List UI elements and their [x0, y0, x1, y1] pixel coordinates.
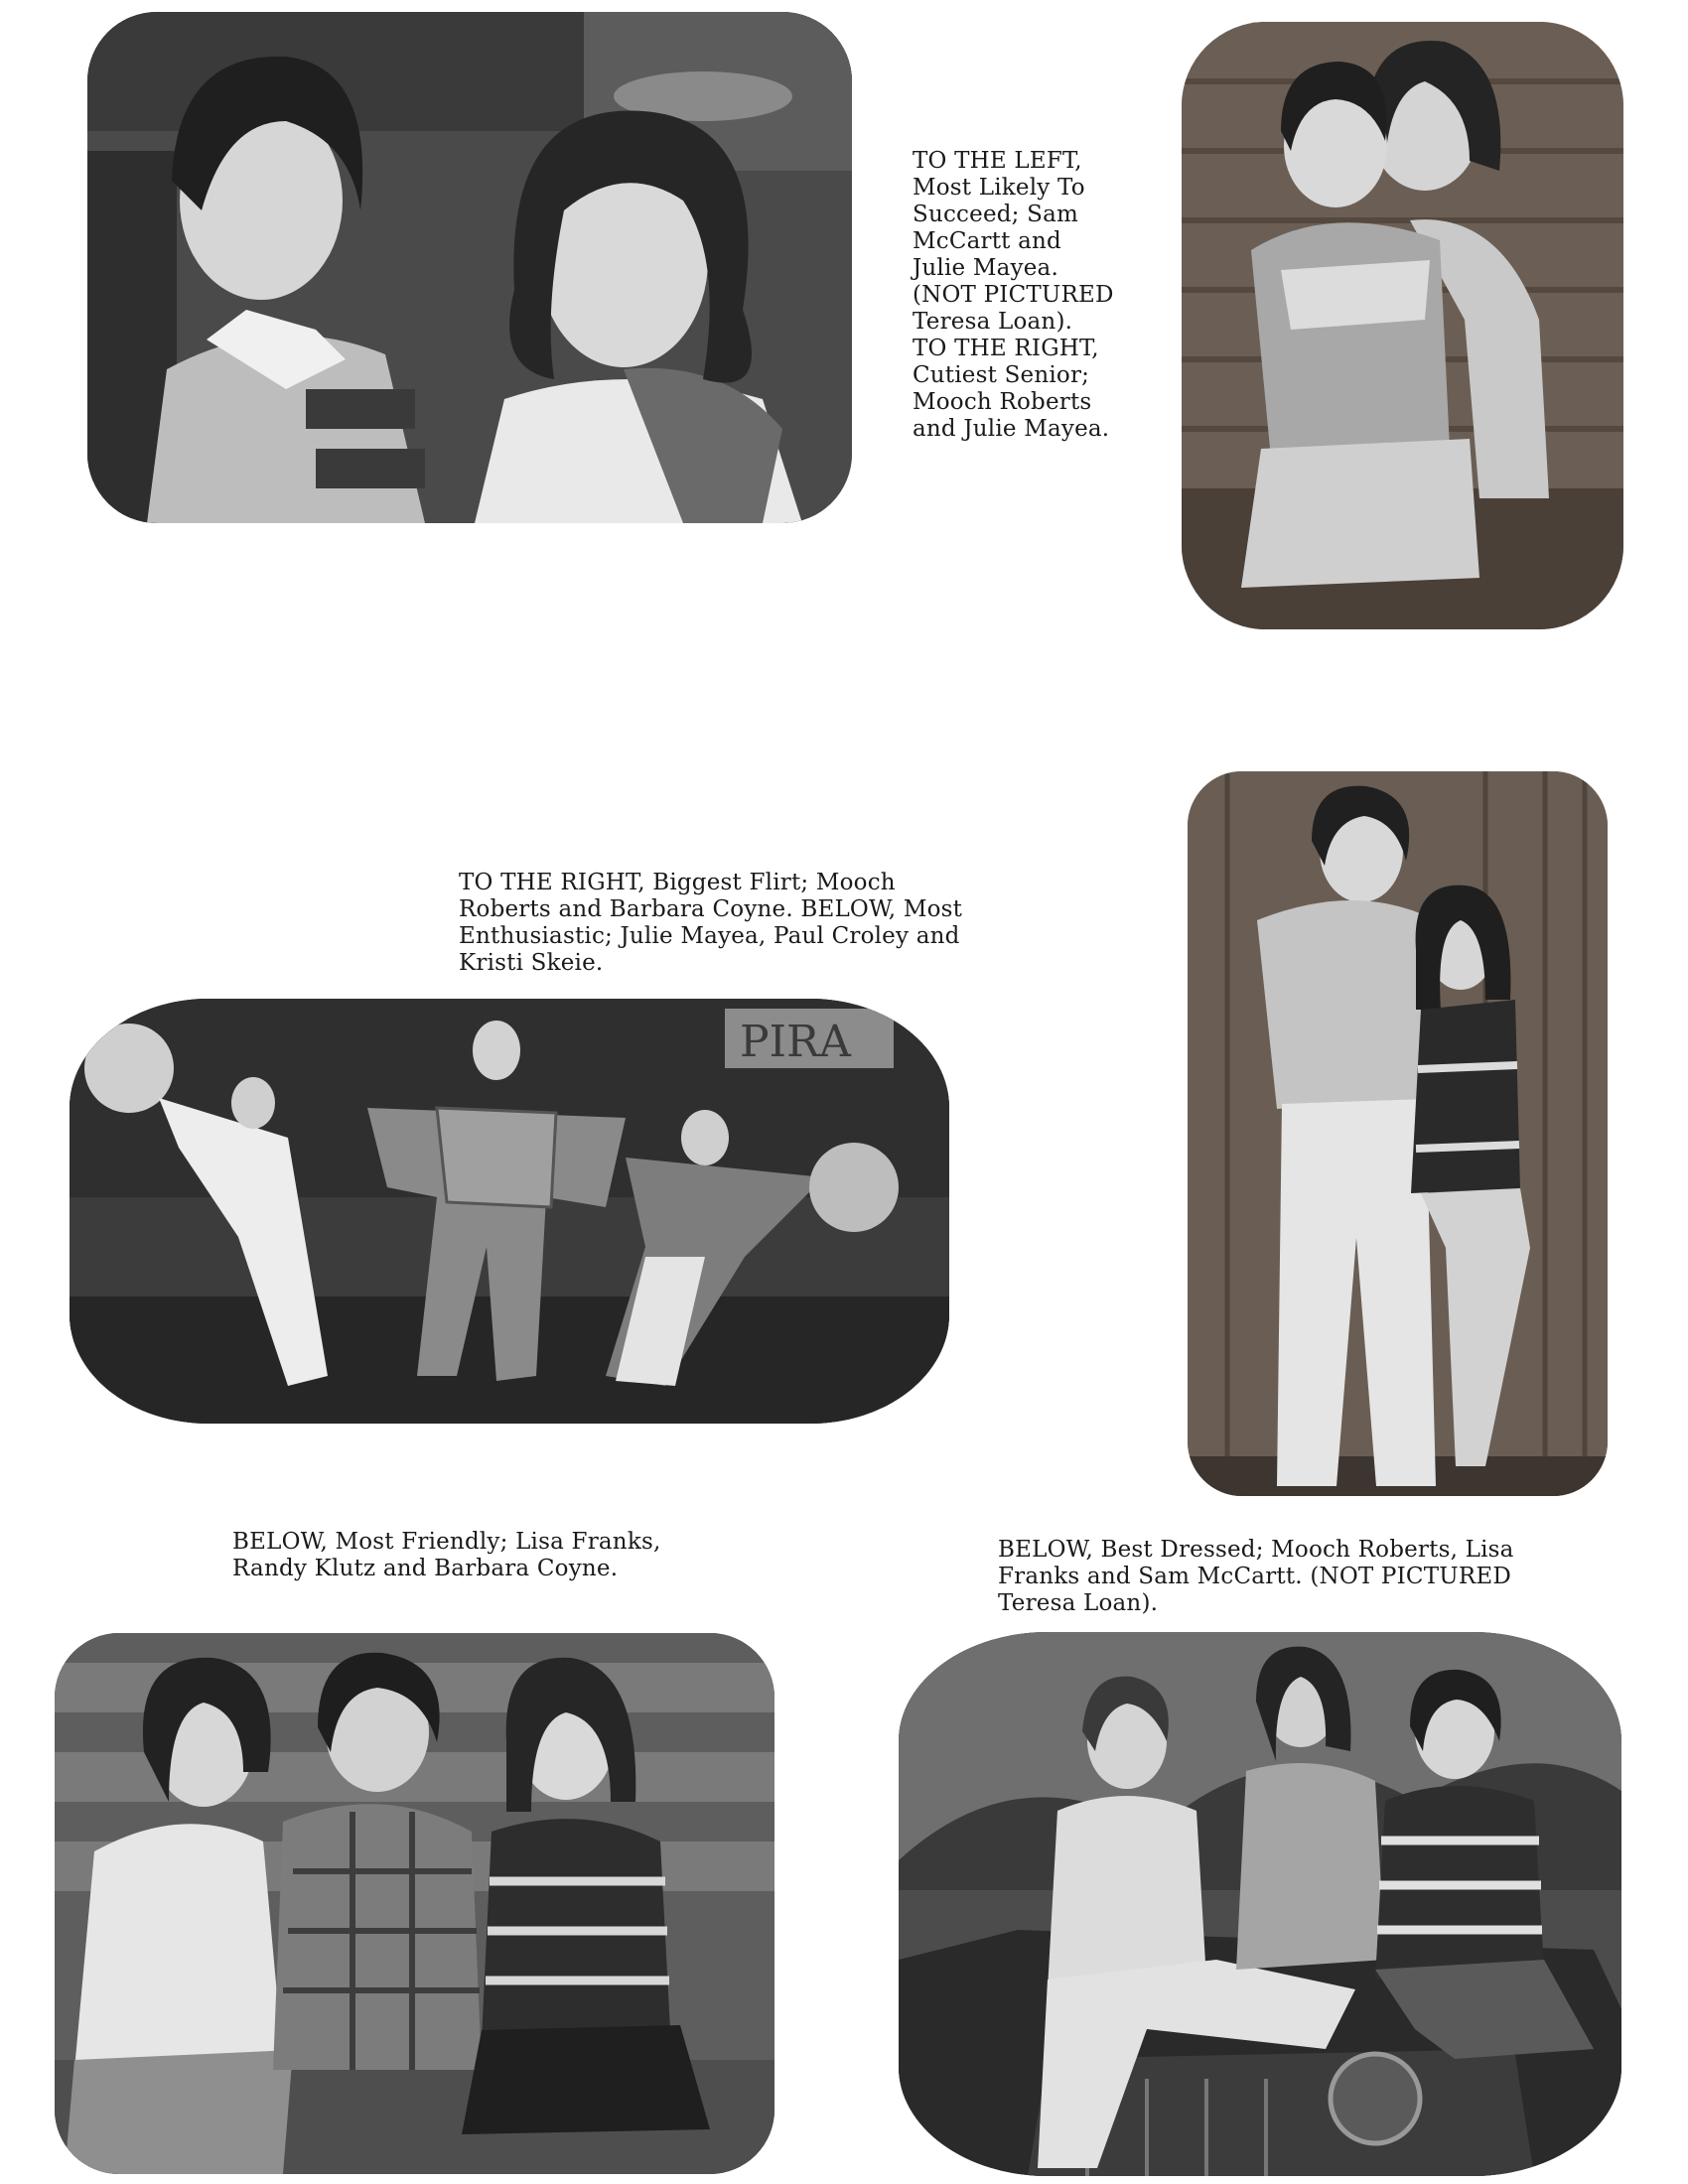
- caption-succeed-cutiest: [913, 148, 1114, 443]
- caption-line: TO THE LEFT,: [913, 148, 1082, 174]
- caption-flirt-enthusiastic: [459, 870, 962, 977]
- most-friendly-illustration: [55, 1633, 774, 2174]
- caption-line: BELOW, Best Dressed; Mooch Roberts, Lisa: [998, 1537, 1514, 1563]
- caption-line: and Julie Mayea.: [913, 416, 1110, 442]
- caption-line: BELOW, Most Friendly; Lisa Franks,: [232, 1529, 661, 1555]
- cutiest-senior-illustration: [1182, 22, 1623, 629]
- cutiest-senior-photo: [1182, 22, 1623, 629]
- caption-line: Succeed; Sam: [913, 202, 1079, 227]
- caption-line: Most Likely To: [913, 175, 1085, 201]
- caption-line: Franks and Sam McCartt. (NOT PICTURED: [998, 1564, 1511, 1589]
- biggest-flirt-illustration: [1188, 771, 1608, 1496]
- most-enthusiastic-photo: [70, 999, 949, 1424]
- caption-line: Kristi Skeie.: [459, 950, 604, 976]
- best-dressed-photo: [899, 1632, 1621, 2176]
- caption-best-dressed: [998, 1537, 1514, 1617]
- caption-line: (NOT PICTURED: [913, 282, 1114, 308]
- caption-line: Roberts and Barbara Coyne. BELOW, Most: [459, 896, 963, 922]
- most-friendly-photo: [55, 1633, 774, 2174]
- caption-line: Mooch Roberts: [913, 389, 1092, 415]
- most-likely-to-succeed-photo: [87, 12, 852, 523]
- most-enthusiastic-illustration: [70, 999, 949, 1424]
- biggest-flirt-photo: [1188, 771, 1608, 1496]
- caption-line: Teresa Loan).: [913, 309, 1073, 335]
- most-likely-to-succeed-illustration: [87, 12, 852, 523]
- caption-most-friendly: [232, 1529, 660, 1582]
- caption-line: Cutiest Senior;: [913, 362, 1090, 388]
- caption-line: Enthusiastic; Julie Mayea, Paul Croley and: [459, 923, 960, 949]
- gym-sign-text: PIRA: [740, 1017, 851, 1067]
- caption-line: TO THE RIGHT, Biggest Flirt; Mooch: [459, 870, 896, 895]
- caption-line: Teresa Loan).: [998, 1590, 1159, 1616]
- best-dressed-illustration: [899, 1632, 1621, 2176]
- caption-line: Randy Klutz and Barbara Coyne.: [232, 1556, 619, 1581]
- caption-line: McCartt and: [913, 228, 1061, 254]
- caption-line: Julie Mayea.: [913, 255, 1058, 281]
- caption-line: TO THE RIGHT,: [913, 336, 1099, 361]
